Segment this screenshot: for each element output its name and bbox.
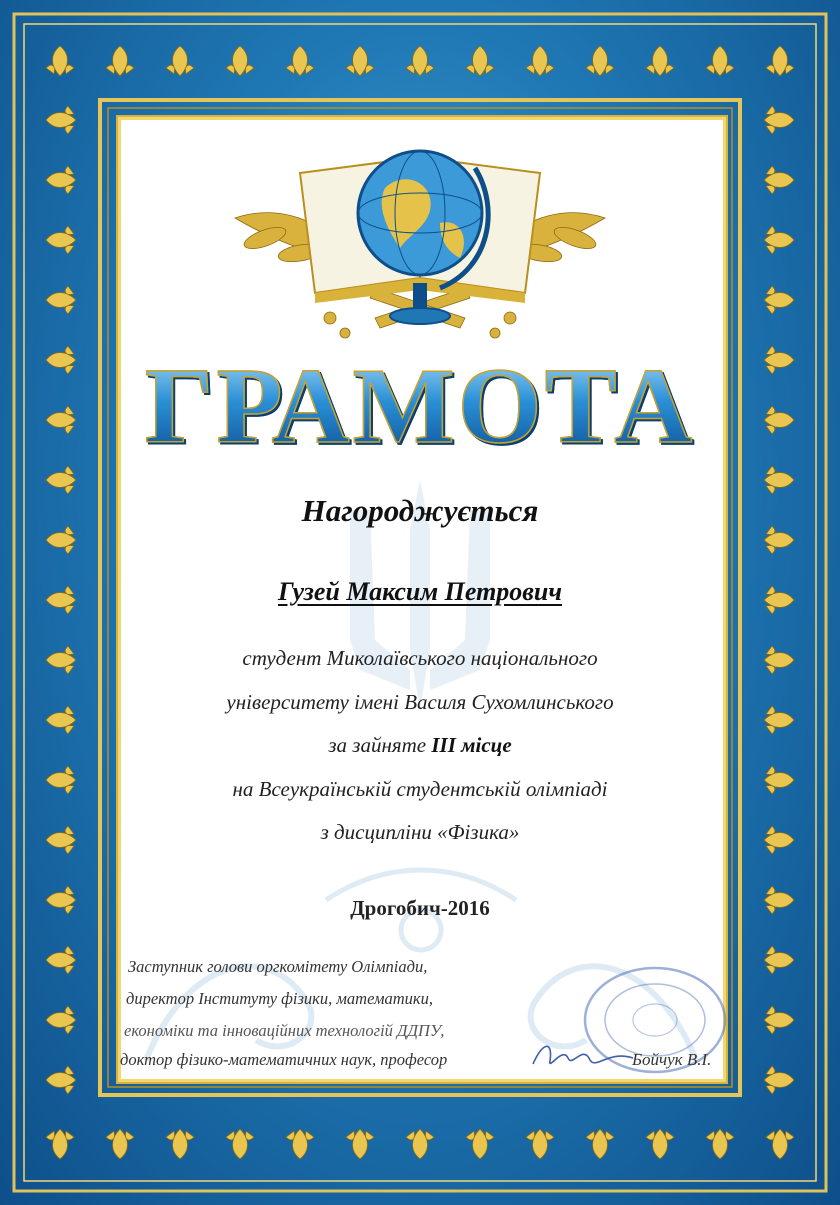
description-line-5: з дисципліни «Фізика» bbox=[320, 820, 520, 844]
signatory-line-3: економіки та інноваційних технологій ДДПУ, bbox=[124, 1021, 445, 1040]
ornament-motif bbox=[46, 46, 74, 76]
ornament-motif bbox=[764, 826, 794, 854]
ornament-motif bbox=[764, 886, 794, 914]
ornament-motif bbox=[346, 46, 374, 76]
ornament-motif bbox=[46, 286, 76, 314]
ornament-motif bbox=[764, 346, 794, 374]
ornament-motif bbox=[46, 346, 76, 374]
ornament-motif bbox=[46, 766, 76, 794]
ornament-motif bbox=[46, 1006, 76, 1034]
ornament-motif bbox=[766, 46, 794, 76]
signatory-name: Бойчук В.І. bbox=[632, 1050, 712, 1069]
ornament-motif bbox=[646, 1129, 674, 1159]
ornament-motif bbox=[466, 1129, 494, 1159]
ornament-motif bbox=[166, 46, 194, 76]
ornament-motif bbox=[406, 1129, 434, 1159]
ornament-motif bbox=[526, 1129, 554, 1159]
ornament-motif bbox=[46, 826, 76, 854]
ornament-motif bbox=[586, 1129, 614, 1159]
ornament-motif bbox=[706, 1129, 734, 1159]
ornament-motif bbox=[764, 646, 794, 674]
ornament-motif bbox=[166, 1129, 194, 1159]
city-year: Дрогобич-2016 bbox=[350, 896, 490, 920]
ornament-motif bbox=[764, 106, 794, 134]
ornament-motif bbox=[346, 1129, 374, 1159]
ornament-motif bbox=[764, 1066, 794, 1094]
ornament-motif bbox=[286, 1129, 314, 1159]
signature-icon bbox=[528, 1036, 638, 1076]
ornament-motif bbox=[764, 466, 794, 494]
ornament-motif bbox=[646, 46, 674, 76]
ornament-motif bbox=[46, 1129, 74, 1159]
ornament-motif bbox=[586, 46, 614, 76]
ornament-motif bbox=[226, 46, 254, 76]
recipient-name-text: Гузей Максим Петрович bbox=[277, 577, 563, 606]
description-place-prefix: за зайняте bbox=[328, 733, 432, 757]
ornament-motif bbox=[46, 226, 76, 254]
ornament-motif bbox=[764, 526, 794, 554]
ornament-motif bbox=[764, 766, 794, 794]
ornament-motif bbox=[46, 1066, 76, 1094]
signatory-line-2: директор Інституту фізики, математики, bbox=[126, 989, 434, 1008]
signatory-line-1: Заступник голови оргкомітету Олімпіади, bbox=[128, 957, 428, 976]
ornament-motif bbox=[764, 706, 794, 734]
ornament-motif bbox=[766, 1129, 794, 1159]
ornament-motif bbox=[286, 46, 314, 76]
ornament-motif bbox=[764, 406, 794, 434]
ornament-motif bbox=[406, 46, 434, 76]
ornament-motif bbox=[46, 646, 76, 674]
description-line-1: студент Миколаївського національного bbox=[242, 646, 598, 670]
ornament-motif bbox=[466, 46, 494, 76]
ornament-motif bbox=[46, 466, 76, 494]
ornament-motif bbox=[46, 526, 76, 554]
ornament-motif bbox=[46, 106, 76, 134]
ornament-motif bbox=[764, 586, 794, 614]
ornament-motif bbox=[764, 286, 794, 314]
certificate-title: ГРАМОТА bbox=[120, 352, 720, 462]
ornament-motif bbox=[46, 706, 76, 734]
awarded-label: Нагороджується bbox=[301, 493, 539, 528]
signatory-line-4: доктор фізико-математичних наук, професор bbox=[120, 1050, 448, 1069]
recipient-name bbox=[120, 577, 720, 607]
ornament-motif bbox=[226, 1129, 254, 1159]
ornament-motif bbox=[46, 586, 76, 614]
ornament-motif bbox=[106, 46, 134, 76]
ornament-motif bbox=[46, 406, 76, 434]
ornament-motif bbox=[46, 166, 76, 194]
ornament-motif bbox=[764, 166, 794, 194]
description-line-2: університету імені Василя Сухомлинського bbox=[226, 690, 614, 714]
ornament-motif bbox=[106, 1129, 134, 1159]
globe-book-laurel-icon bbox=[225, 128, 615, 353]
ornament-motif bbox=[764, 226, 794, 254]
ornament-motif bbox=[46, 946, 76, 974]
description-place: ІІІ місце bbox=[431, 733, 512, 757]
ornament-motif bbox=[526, 46, 554, 76]
description-line-3 bbox=[120, 733, 720, 758]
ornament-motif bbox=[46, 886, 76, 914]
ornament-motif bbox=[764, 946, 794, 974]
ornament-motif bbox=[764, 1006, 794, 1034]
description-line-4: на Всеукраїнській студентській олімпіаді bbox=[232, 777, 608, 801]
ornament-motif bbox=[706, 46, 734, 76]
